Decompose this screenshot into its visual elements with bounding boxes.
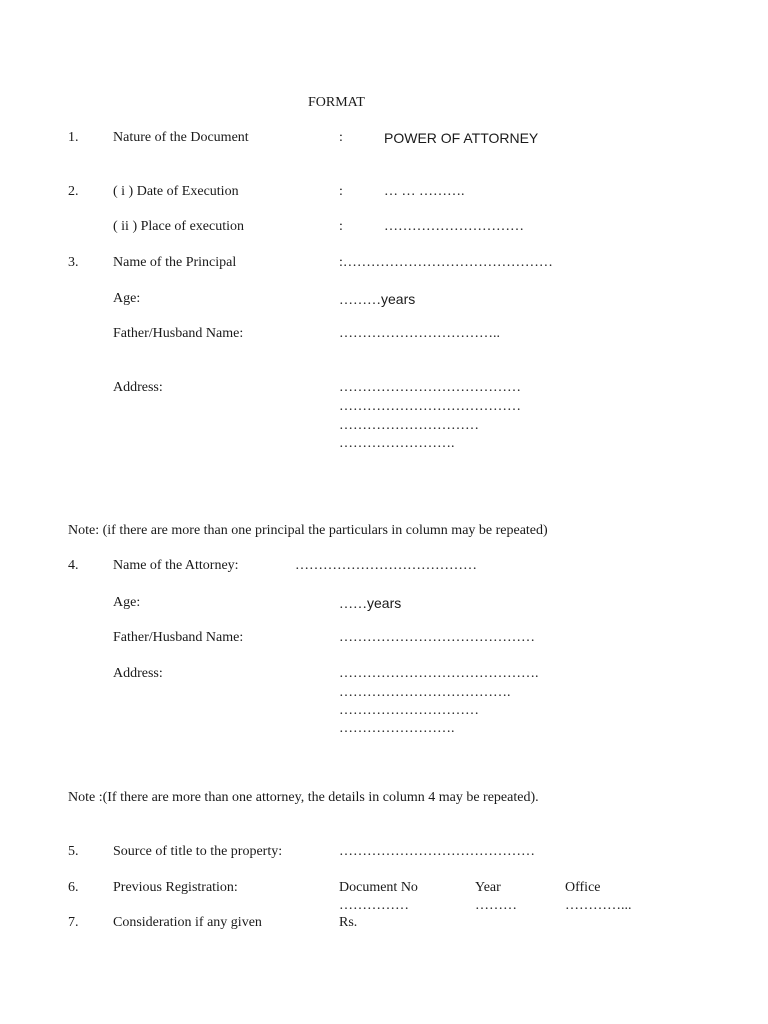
principal-father-field: …………………………….. xyxy=(339,326,500,341)
note-principal: Note: (if there are more than one principal the particulars in column may be repeated) xyxy=(68,523,548,538)
attorney-age-label: Age: xyxy=(113,595,141,610)
attorney-name-field: ………………………………… xyxy=(295,558,477,573)
place-of-execution-label: ( ii ) Place of execution xyxy=(113,219,245,234)
attorney-address-line: ……………………………………. xyxy=(339,666,539,681)
office-header: Office xyxy=(565,880,601,895)
attorney-address-line: ………………………… xyxy=(339,703,479,718)
document-no-header: Document No xyxy=(339,880,418,895)
attorney-name-label: Name of the Attorney: xyxy=(113,558,239,573)
principal-name-field: :……………………………………… xyxy=(339,255,553,270)
page-title: FORMAT xyxy=(308,95,365,110)
year-field: ……… xyxy=(475,898,517,913)
principal-age-field xyxy=(339,291,415,309)
note-attorney: Note :(If there are more than one attorney, the details in column 4 may be repeated). xyxy=(68,790,539,805)
item-3-number: 3. xyxy=(68,255,79,270)
principal-name-label: Name of the Principal xyxy=(113,255,237,270)
principal-father-label: Father/Husband Name: xyxy=(113,326,244,341)
office-field: …………... xyxy=(565,898,632,913)
attorney-age-field xyxy=(339,595,401,613)
item-2-number: 2. xyxy=(68,184,79,199)
attorney-address-label: Address: xyxy=(113,666,163,681)
attorney-age-unit: years xyxy=(367,595,402,611)
source-of-title-field: …………………………………… xyxy=(339,844,535,859)
nature-of-document-colon: : xyxy=(339,130,343,145)
principal-age-unit: years xyxy=(381,291,416,307)
document-no-field: …………… xyxy=(339,898,409,913)
attorney-address-line: ………………………………. xyxy=(339,685,511,700)
year-header: Year xyxy=(475,880,501,895)
item-1-number: 1. xyxy=(68,130,79,145)
principal-age-label: Age: xyxy=(113,291,141,306)
item-4-number: 4. xyxy=(68,558,79,573)
consideration-value: Rs. xyxy=(339,915,358,930)
date-of-execution-colon: : xyxy=(339,184,343,199)
place-of-execution-field: ………………………… xyxy=(384,219,524,234)
attorney-age-dots: …… xyxy=(339,597,367,612)
date-of-execution-field: … … ………. xyxy=(384,184,465,199)
attorney-address-line: ……………………. xyxy=(339,721,455,736)
nature-of-document-label: Nature of the Document xyxy=(113,130,249,145)
principal-address-label: Address: xyxy=(113,380,163,395)
nature-of-document-value: POWER OF ATTORNEY xyxy=(384,130,539,146)
attorney-father-field: …………………………………… xyxy=(339,630,535,645)
principal-address-line: ……………………. xyxy=(339,436,455,451)
item-7-number: 7. xyxy=(68,915,79,930)
principal-address-line: ………………………… xyxy=(339,418,479,433)
principal-address-line: ………………………………… xyxy=(339,399,521,414)
source-of-title-label: Source of title to the property: xyxy=(113,844,283,859)
principal-age-dots: ……… xyxy=(339,293,381,308)
date-of-execution-label: ( i ) Date of Execution xyxy=(113,184,239,199)
item-6-number: 6. xyxy=(68,880,79,895)
consideration-label: Consideration if any given xyxy=(113,915,262,930)
previous-registration-label: Previous Registration: xyxy=(113,880,238,895)
place-of-execution-colon: : xyxy=(339,219,343,234)
principal-address-line: ………………………………… xyxy=(339,380,521,395)
item-5-number: 5. xyxy=(68,844,79,859)
attorney-father-label: Father/Husband Name: xyxy=(113,630,244,645)
